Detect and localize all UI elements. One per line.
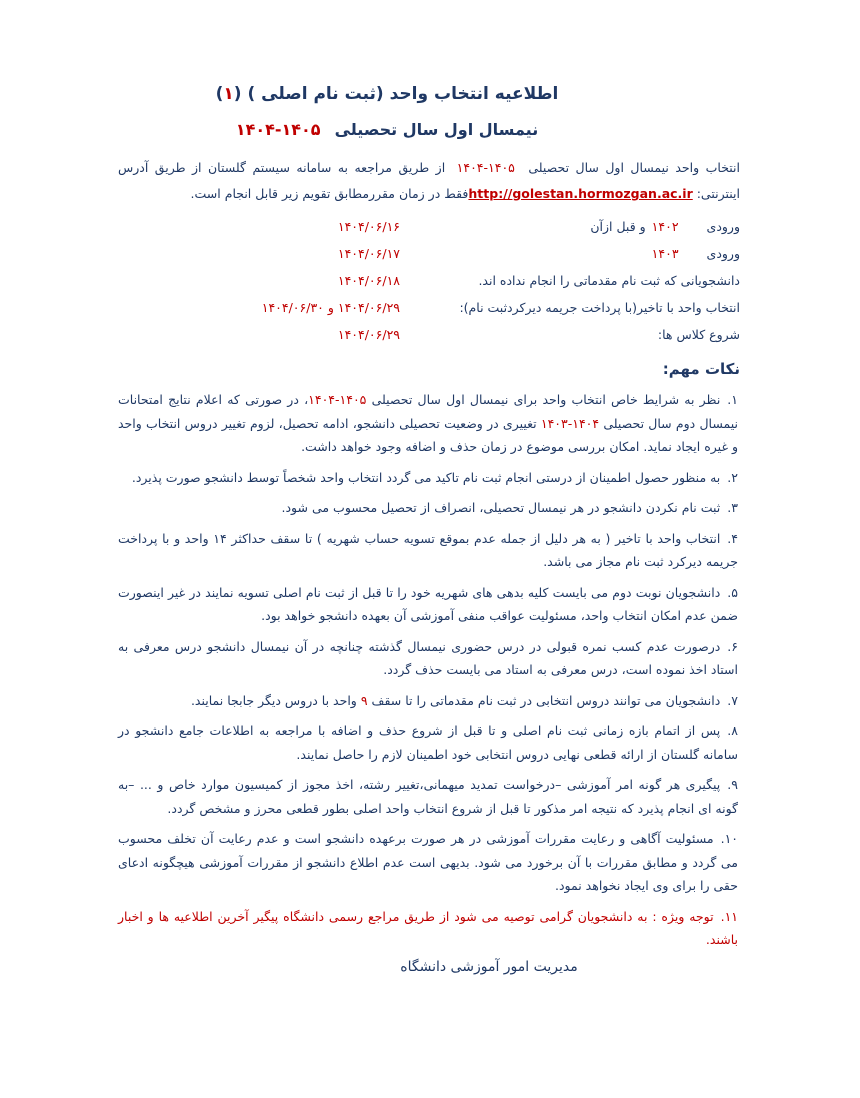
note-highlight: ۱۴۰۵-۱۴۰۴ [308, 392, 367, 407]
title-text-close: ) [215, 84, 224, 104]
schedule-label-year: ۱۴۰۳ [651, 246, 679, 261]
note-item [118, 388, 740, 459]
schedule-label-text: ورودی [706, 219, 740, 234]
schedule-row-date: ۱۴۰۴/۰۶/۲۹ و ۱۴۰۴/۰۶/۳۰ [261, 300, 400, 315]
schedule-row-label [400, 240, 740, 267]
intro-text-1: انتخاب واحد نیمسال اول سال تحصیلی [521, 160, 741, 175]
note-item [118, 689, 740, 713]
note-text: پیگیری هر گونه امر آموزشی –درخواست تمدید میهمانی،تغییر رشته، اخذ مجوز از کمیسیون موارد خاص و ... –به گونه ای انجام پذیرد که نتیجه امر مذکور تا قبل از شروع انتخاب واحد اصلی بطور قطعی محرز و مشخص گردد. [118, 777, 738, 816]
note-number: ۳. [727, 500, 738, 515]
schedule-row-label [400, 321, 740, 348]
intro-paragraph [118, 155, 740, 207]
note-text: پس از اتمام بازه زمانی ثبت نام اصلی و تا قبل از شروع حذف و اضافه با مراجعه به اطلاعات جامع دانشجو در سامانه گلستان از ارائه قطعی نهایی دروس انتخابی خود اطمینان لازم را حاصل نمایند. [118, 723, 738, 762]
note-number: ۶. [727, 638, 738, 654]
note-text: واحد با دروس دیگر جابجا نمایند. [190, 692, 361, 708]
note-number: ۱۱. [720, 908, 738, 924]
title-number: ۱ [223, 84, 234, 104]
subtitle-text: نیمسال اول سال تحصیلی [334, 120, 539, 139]
schedule-label-text: انتخاب واحد با تاخیر(با پرداخت جریمه دیرکردثبت نام): [459, 300, 740, 315]
signature: مدیریت امور آموزشی دانشگاه [400, 958, 578, 975]
title-block [76, 84, 698, 139]
note-text: دانشجویان نوبت دوم می بایست کلیه بدهی های شهریه خود را تا قبل از ثبت نام اصلی تسویه نمایند در غیر اینصورت ضمن عدم امکان انتخاب واحد، مسئولیت عواقب منفی آموزشی آن بعهده دانشجو خواهد بود. [118, 584, 738, 623]
note-text: درصورت عدم کسب نمره قبولی در درس حضوری نیمسال گذشته چنانچه در آن نیمسال دانشجو درس معرفی به استاد اخذ نموده است، درس معرفی به استاد می بایست حذف گردد. [118, 638, 738, 677]
schedule-row-label [400, 267, 740, 294]
note-text: انتخاب واحد با تاخیر ( به هر دلیل از جمله عدم بموقع تسویه حساب شهریه ) تا سقف حداکثر ۱۴ واحد و با پرداخت جریمه دیرکرد ثبت نام مجاز می باشد. [118, 530, 738, 569]
note-text: دانشجویان می توانند دروس انتخابی در ثبت نام مقدماتی را تا سقف [367, 692, 721, 708]
schedule-label-text: ورودی [706, 246, 740, 261]
note-number: ۱. [727, 392, 738, 407]
note-number: ۹. [727, 777, 738, 792]
schedule-row-date: ۱۴۰۴/۰۶/۲۹ [337, 327, 400, 342]
schedule-row-label [400, 213, 740, 240]
title-text: اطلاعیه انتخاب واحد (ثبت نام اصلی ) ( [233, 84, 559, 104]
schedule-label-text-2: و قبل ازآن [590, 219, 650, 234]
schedule-row [118, 213, 740, 240]
note-item [118, 635, 740, 682]
subtitle-year: ۱۴۰۵-۱۴۰۴ [235, 120, 321, 139]
page-subtitle [76, 120, 698, 139]
notes-list [118, 388, 740, 952]
intro-text-2: از طریق مراجعه به سامانه سیستم گلستان از طریق آدرس اینترنتی: [118, 160, 740, 201]
intro-text-3: فقط در زمان مقررمطابق تقویم زیر قابل انجام است. [190, 186, 469, 201]
note-highlight: ۹ [360, 692, 368, 708]
note-item [118, 719, 740, 766]
note-item [118, 527, 740, 574]
registration-schedule [118, 213, 740, 348]
note-number: ۷. [727, 692, 738, 708]
schedule-row [118, 267, 740, 294]
note-item [118, 466, 740, 490]
schedule-row-date: ۱۴۰۴/۰۶/۱۸ [337, 273, 400, 288]
note-item [118, 581, 740, 628]
note-text: به منظور حصول اطمینان از درستی انجام ثبت نام تاکید می گردد انتخاب واحد شخصاً توسط دانشجو صورت پذیرد. [131, 469, 721, 485]
schedule-row [118, 240, 740, 267]
note-item [118, 773, 740, 820]
note-number: ۸. [727, 723, 738, 738]
note-text: مسئولیت آگاهی و رعایت مقررات آموزشی در هر صورت برعهده دانشجو است و عدم رعایت آن تخلف محسوب می گردد و مطابق مقررات با آن برخورد می شود. بدیهی است عدم اطلاع دانشجو از مقررات آموزشی هیچگونه ادعای حقی را برای وی ایجاد نخواهد نمود. [118, 831, 738, 893]
intro-year: ۱۴۰۵-۱۴۰۴ [456, 160, 515, 175]
schedule-label-year: ۱۴۰۲ [651, 219, 679, 234]
note-text: تغییری در وضعیت تحصیلی دانشجو، ادامه تحصیل، لزوم تغییر دروس انتخاب واحد و غیره ایجاد نماید. امکان بررسی موضوع در زمان حذف و اضافه وجود خواهد داشت. [118, 415, 738, 454]
note-item [118, 827, 740, 898]
schedule-row [118, 294, 740, 321]
notes-heading: نکات مهم: [662, 360, 740, 378]
note-highlight: توجه ویژه : به دانشجویان گرامی توصیه می شود از طریق مراجع رسمی دانشگاه پیگیر آخرین اطلاعیه ها و اخبار باشند. [118, 908, 738, 947]
schedule-label-text: شروع کلاس ها: [657, 327, 740, 342]
schedule-label-text: دانشجویانی که ثبت نام مقدماتی را انجام نداده اند. [478, 273, 740, 288]
note-item [118, 496, 740, 520]
page-title [76, 84, 698, 104]
note-number: ۵. [727, 584, 738, 600]
schedule-row-date: ۱۴۰۴/۰۶/۱۶ [337, 219, 400, 234]
note-text: ، در صورتی که اعلام نتایج امتحانات نیمسال دوم سال تحصیلی [118, 392, 738, 431]
note-item [118, 905, 740, 952]
note-number: ۴. [727, 530, 738, 546]
note-highlight: ۱۴۰۴-۱۴۰۳ [540, 415, 600, 431]
note-text: نظر به شرایط خاص انتخاب واحد برای نیمسال اول سال تحصیلی [366, 392, 721, 407]
note-number: ۲. [727, 469, 738, 485]
note-number: ۱۰. [720, 831, 738, 846]
schedule-row [118, 321, 740, 348]
schedule-row-date: ۱۴۰۴/۰۶/۱۷ [337, 246, 400, 261]
schedule-row-label [400, 294, 740, 321]
note-text: ثبت نام نکردن دانشجو در هر نیمسال تحصیلی، انصراف از تحصیل محسوب می شود. [281, 500, 721, 515]
golestan-system-link[interactable]: http://golestan.hormozgan.ac.ir [468, 186, 693, 201]
